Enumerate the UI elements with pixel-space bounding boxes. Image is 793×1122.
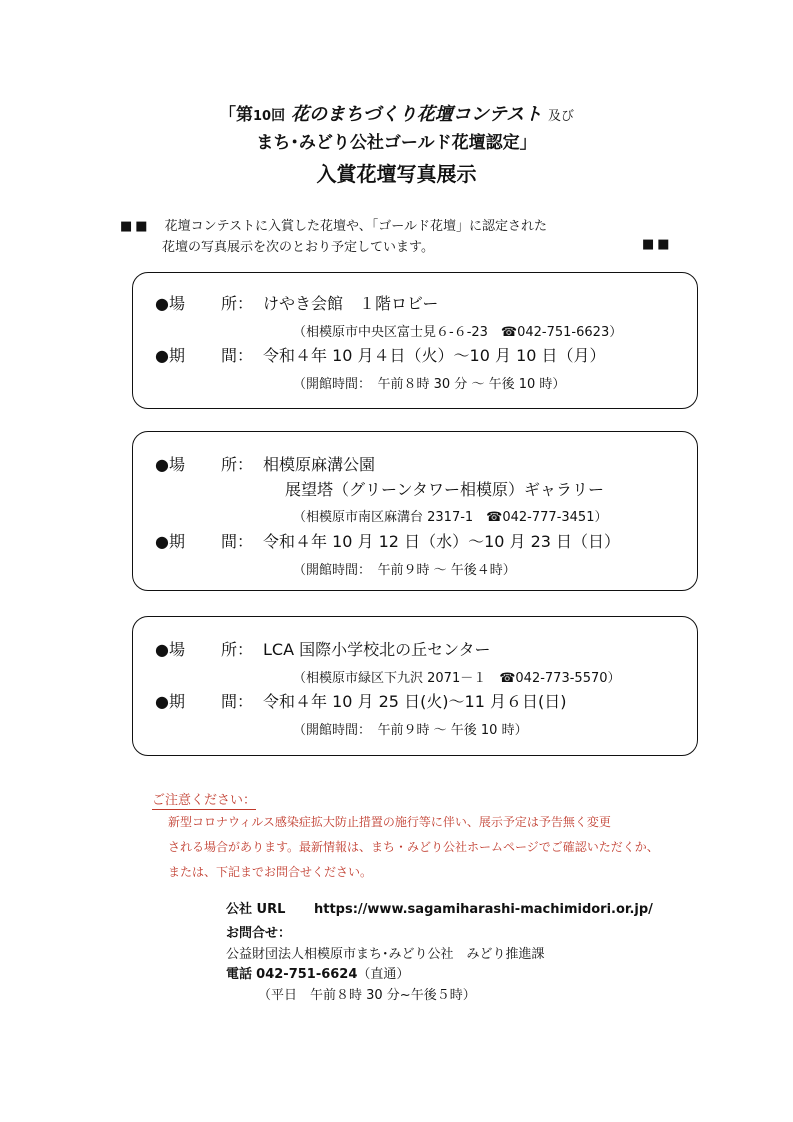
period-label: ●期 xyxy=(155,346,185,365)
notice-line-2: される場合があります。最新情報は、まち・みどり公社ホームページでご確認いただくか、 xyxy=(168,840,659,854)
intro-line-1: 花壇コンテストに入賞した花壇や、「ゴールド花壇」に認定された xyxy=(164,219,548,234)
venue-address: （相模原市中央区富士見６-６-23 ☎042-751-6623） xyxy=(293,325,623,340)
place-label-2: 所： xyxy=(220,640,253,659)
venue-period-row xyxy=(155,529,620,552)
venue-address: （相模原市緑区下九沢 2071－１ ☎042-773-5570） xyxy=(293,671,621,686)
place-label-2: 所： xyxy=(220,294,253,313)
venue-hours: （開館時間： 午前９時 ～ 午後 10 時） xyxy=(293,723,528,738)
tel-row xyxy=(226,963,409,982)
tel-label: 電話 xyxy=(226,967,253,982)
header-open: 「第 xyxy=(218,105,253,125)
period-label: ●期 xyxy=(155,532,185,551)
url-link[interactable]: https://www.sagamiharashi-machimidori.or.jp/ xyxy=(314,902,653,917)
tel-number: 042-751-6624 xyxy=(256,967,358,982)
intro-end-squares: ■■ xyxy=(642,237,673,252)
intro-text xyxy=(120,216,547,258)
venue-period: 令和４年 10 月 12 日（水）～10 月 23 日（日） xyxy=(263,532,621,551)
tel-note: （直通） xyxy=(357,967,410,982)
header-line-2: まち･みどり公社ゴールド花壇認定」 xyxy=(256,133,537,153)
venue-place: LCA 国際小学校北の丘センター xyxy=(263,640,491,659)
venue-place: 相模原麻溝公園 xyxy=(263,455,376,474)
place-label: ●場 xyxy=(155,294,185,313)
notice-heading: ご注意ください： xyxy=(152,789,256,810)
venue-address: （相模原市南区麻溝台 2317-1 ☎042-777-3451） xyxy=(293,510,608,525)
inquiry-label: お問合せ： xyxy=(226,926,292,941)
venue-hours: （開館時間： 午前８時 30 分 ～ 午後 10 時） xyxy=(293,377,566,392)
venue-place: けやき会館 １階ロビー xyxy=(263,294,439,313)
period-label: ●期 xyxy=(155,692,185,711)
page-title: 入賞花壇写真展示 xyxy=(316,162,477,186)
venue-box-2 xyxy=(132,431,698,591)
venue-period-row xyxy=(155,689,566,712)
header-line-1 xyxy=(0,100,793,126)
notice-text xyxy=(168,810,728,885)
venue-box-1 xyxy=(132,272,698,409)
header-and: 及び xyxy=(548,109,575,124)
venue-period: 令和４年 10 月４日（火）～10 月 10 日（月） xyxy=(263,346,606,365)
notice-line-3: または、下記までお問合せください。 xyxy=(168,865,373,879)
period-label-2: 間： xyxy=(220,532,253,551)
contest-name: 花のまちづくり花壇コンテスト xyxy=(290,104,543,125)
period-label-2: 間： xyxy=(220,346,253,365)
venue-hours: （開館時間： 午前９時 ～ 午後４時） xyxy=(293,563,516,578)
venue-box-3 xyxy=(132,616,698,756)
office-hours: （平日 午前８時 30 分~午後５時） xyxy=(258,988,476,1003)
header-number: 10 xyxy=(252,109,272,124)
intro-squares: ■■ xyxy=(120,219,151,234)
organization: 公益財団法人相模原市まち･みどり公社 みどり推進課 xyxy=(226,947,545,962)
header-kai: 回 xyxy=(271,108,286,124)
venue-period-row xyxy=(155,343,606,366)
venue-place-2: 展望塔（グリーンタワー相模原）ギャラリー xyxy=(285,480,605,499)
venue-place-row xyxy=(155,452,375,475)
venue-place-row xyxy=(155,291,438,314)
place-label-2: 所： xyxy=(220,455,253,474)
venue-place-row xyxy=(155,637,490,660)
intro-line-2: 花壇の写真展示を次のとおり予定しています。 xyxy=(162,240,434,255)
place-label: ●場 xyxy=(155,640,185,659)
place-label: ●場 xyxy=(155,455,185,474)
notice-line-1: 新型コロナウィルス感染症拡大防止措置の施行等に伴い、展示予定は予告無く変更 xyxy=(168,815,611,829)
period-label-2: 間： xyxy=(220,692,253,711)
url-label: 公社 URL xyxy=(226,902,286,917)
venue-period: 令和４年 10 月 25 日(火)～11 月６日(日) xyxy=(263,692,567,711)
url-row xyxy=(226,898,653,917)
